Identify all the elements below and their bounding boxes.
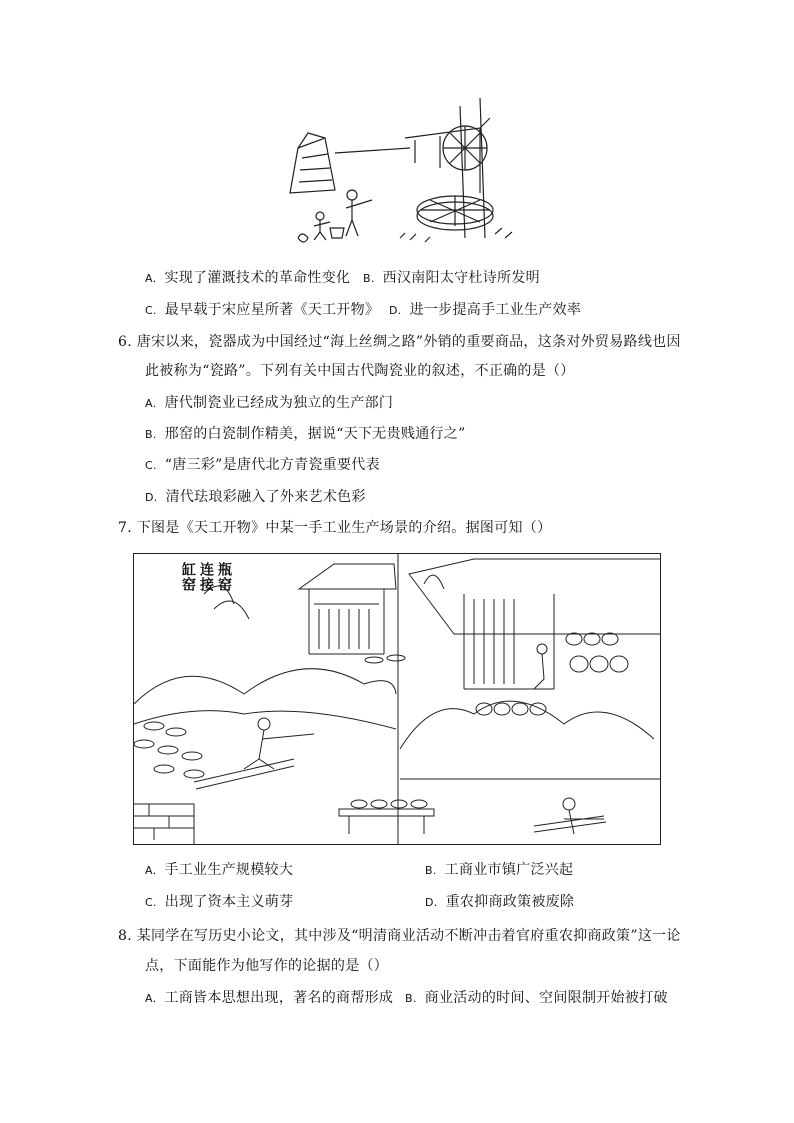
q7-option-a: A. 手工业生产规模较大: [145, 862, 294, 878]
q6-stem-line2: 此被称为“瓷路”。下列有关中国古代陶瓷业的叙述，不正确的是（）: [145, 363, 575, 379]
q8-option-b: B. 商业活动的时间、空间限制开始被打破: [405, 990, 668, 1006]
q7-option-b: B. 工商业市镇广泛兴起: [425, 862, 574, 878]
q6-option-c: C. “唐三彩”是唐代北方青瓷重要代表: [145, 457, 380, 473]
q8-option-a: A. 工商皆本思想出现，著名的商帮形成: [145, 990, 394, 1006]
q5-option-c: C. 最早载于宋应星所著《天工开物》: [145, 302, 380, 318]
q7-option-d: D. 重农抑商政策被废除: [425, 894, 575, 910]
q5-option-b: B. 西汉南阳太守杜诗所发明: [363, 270, 540, 286]
caption-col-1: 瓶窑: [216, 562, 232, 592]
caption-col-3: 缸窑: [180, 562, 196, 592]
water-machine-illustration: [280, 98, 520, 258]
q5-option-d: D. 进一步提高手工业生产效率: [389, 302, 582, 318]
q8-stem-line1: 8. 某同学在写历史小论文，其中涉及“明清商业活动不断冲击着官府重农抑商政策”这一论: [118, 928, 681, 944]
q5-option-a: A. 实现了灌溉技术的革命性变化: [145, 270, 351, 286]
q6-stem-line1: 6. 唐宋以来，瓷器成为中国经过“海上丝绸之路”外销的重要商品，这条对外贸易路线也因: [118, 334, 681, 350]
q6-option-a: A. 唐代制瓷业已经成为独立的生产部门: [145, 395, 394, 411]
q7-option-c: C. 出现了资本主义萌芽: [145, 894, 294, 910]
q6-option-d: D. 清代珐琅彩融入了外来艺术色彩: [145, 489, 366, 505]
caption-col-2: 连接: [198, 562, 214, 592]
kiln-illustration: [133, 553, 661, 845]
q7-stem: 7. 下图是《天工开物》中某一手工业生产场景的介绍。据图可知（）: [118, 520, 552, 536]
q6-option-b: B. 邢窑的白瓷制作精美，据说“天下无贵贱通行之”: [145, 426, 466, 442]
q8-stem-line2: 点，下面能作为他写作的论据的是（）: [145, 958, 389, 974]
